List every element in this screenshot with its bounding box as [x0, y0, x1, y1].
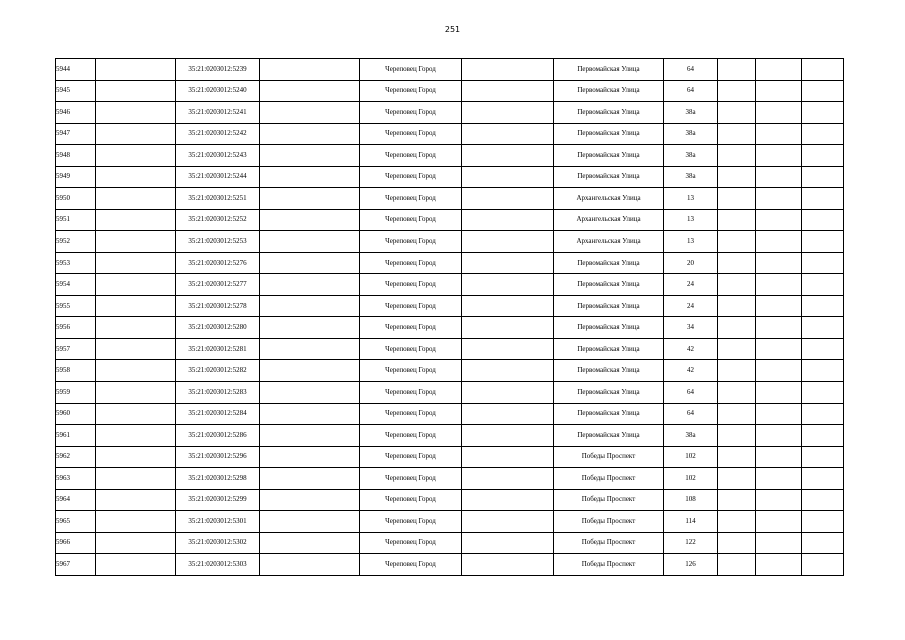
- empty-cell: [756, 59, 802, 81]
- house-number-cell: 102: [664, 468, 718, 490]
- row-number-cell: 5957: [56, 338, 96, 360]
- row-number-cell: 5958: [56, 360, 96, 382]
- empty-cell: [462, 446, 554, 468]
- empty-cell: [260, 338, 360, 360]
- empty-cell: [756, 295, 802, 317]
- empty-cell: [462, 425, 554, 447]
- city-cell: Череповец Город: [360, 166, 462, 188]
- empty-cell: [260, 80, 360, 102]
- empty-cell: [802, 425, 844, 447]
- empty-cell: [756, 274, 802, 296]
- city-cell: Череповец Город: [360, 425, 462, 447]
- empty-cell: [756, 80, 802, 102]
- empty-cell: [260, 188, 360, 210]
- empty-cell: [718, 338, 756, 360]
- table-row: [56, 252, 844, 274]
- city-cell: Череповец Город: [360, 123, 462, 145]
- empty-cell: [802, 231, 844, 253]
- row-number-cell: 5956: [56, 317, 96, 339]
- house-number-cell: 64: [664, 403, 718, 425]
- empty-cell: [756, 145, 802, 167]
- empty-cell: [96, 231, 176, 253]
- empty-cell: [718, 231, 756, 253]
- empty-cell: [96, 511, 176, 533]
- empty-cell: [96, 317, 176, 339]
- table-row: [56, 295, 844, 317]
- empty-cell: [260, 145, 360, 167]
- empty-cell: [718, 123, 756, 145]
- row-number-cell: 5944: [56, 59, 96, 81]
- row-number-cell: 5952: [56, 231, 96, 253]
- empty-cell: [96, 59, 176, 81]
- empty-cell: [260, 274, 360, 296]
- street-cell: Первомайская Улица: [554, 338, 664, 360]
- street-cell: Первомайская Улица: [554, 274, 664, 296]
- city-cell: Череповец Город: [360, 403, 462, 425]
- empty-cell: [462, 123, 554, 145]
- city-cell: Череповец Город: [360, 231, 462, 253]
- street-cell: Победы Проспект: [554, 489, 664, 511]
- empty-cell: [802, 188, 844, 210]
- row-number-cell: 5951: [56, 209, 96, 231]
- empty-cell: [756, 123, 802, 145]
- empty-cell: [718, 102, 756, 124]
- cadastral-number-cell: 35:21:0203012:5240: [176, 80, 260, 102]
- table-row: [56, 446, 844, 468]
- empty-cell: [462, 209, 554, 231]
- house-number-cell: 64: [664, 381, 718, 403]
- cadastral-number-cell: 35:21:0203012:5243: [176, 145, 260, 167]
- empty-cell: [718, 252, 756, 274]
- empty-cell: [718, 317, 756, 339]
- empty-cell: [462, 532, 554, 554]
- empty-cell: [718, 295, 756, 317]
- empty-cell: [462, 360, 554, 382]
- table-row: [56, 317, 844, 339]
- city-cell: Череповец Город: [360, 80, 462, 102]
- table-row: [56, 381, 844, 403]
- empty-cell: [462, 102, 554, 124]
- house-number-cell: 64: [664, 80, 718, 102]
- empty-cell: [718, 554, 756, 576]
- street-cell: Первомайская Улица: [554, 295, 664, 317]
- empty-cell: [718, 532, 756, 554]
- empty-cell: [96, 360, 176, 382]
- row-number-cell: 5965: [56, 511, 96, 533]
- empty-cell: [756, 209, 802, 231]
- empty-cell: [718, 274, 756, 296]
- table-row: [56, 209, 844, 231]
- cadastral-number-cell: 35:21:0203012:5299: [176, 489, 260, 511]
- house-number-cell: 13: [664, 231, 718, 253]
- empty-cell: [802, 446, 844, 468]
- cadastral-number-cell: 35:21:0203012:5251: [176, 188, 260, 210]
- table-row: [56, 274, 844, 296]
- empty-cell: [756, 446, 802, 468]
- cadastral-number-cell: 35:21:0203012:5278: [176, 295, 260, 317]
- empty-cell: [802, 166, 844, 188]
- cadastral-number-cell: 35:21:0203012:5303: [176, 554, 260, 576]
- street-cell: Победы Проспект: [554, 511, 664, 533]
- empty-cell: [462, 231, 554, 253]
- house-number-cell: 122: [664, 532, 718, 554]
- house-number-cell: 38а: [664, 145, 718, 167]
- empty-cell: [260, 532, 360, 554]
- empty-cell: [718, 403, 756, 425]
- cadastral-number-cell: 35:21:0203012:5244: [176, 166, 260, 188]
- empty-cell: [802, 360, 844, 382]
- table-row: [56, 59, 844, 81]
- empty-cell: [718, 166, 756, 188]
- row-number-cell: 5966: [56, 532, 96, 554]
- row-number-cell: 5950: [56, 188, 96, 210]
- empty-cell: [96, 381, 176, 403]
- empty-cell: [756, 102, 802, 124]
- empty-cell: [718, 511, 756, 533]
- empty-cell: [260, 468, 360, 490]
- empty-cell: [756, 468, 802, 490]
- cadastral-number-cell: 35:21:0203012:5301: [176, 511, 260, 533]
- city-cell: Череповец Город: [360, 338, 462, 360]
- empty-cell: [756, 360, 802, 382]
- cadastral-number-cell: 35:21:0203012:5284: [176, 403, 260, 425]
- house-number-cell: 20: [664, 252, 718, 274]
- row-number-cell: 5959: [56, 381, 96, 403]
- table-row: [56, 468, 844, 490]
- table-row: [56, 145, 844, 167]
- empty-cell: [802, 274, 844, 296]
- empty-cell: [718, 145, 756, 167]
- street-cell: Первомайская Улица: [554, 360, 664, 382]
- empty-cell: [260, 446, 360, 468]
- empty-cell: [260, 425, 360, 447]
- empty-cell: [756, 381, 802, 403]
- table-row: [56, 123, 844, 145]
- empty-cell: [756, 532, 802, 554]
- empty-cell: [718, 425, 756, 447]
- table-row: [56, 554, 844, 576]
- row-number-cell: 5964: [56, 489, 96, 511]
- cadastral-number-cell: 35:21:0203012:5277: [176, 274, 260, 296]
- empty-cell: [802, 403, 844, 425]
- empty-cell: [96, 446, 176, 468]
- empty-cell: [802, 317, 844, 339]
- row-number-cell: 5960: [56, 403, 96, 425]
- cadastral-number-cell: 35:21:0203012:5242: [176, 123, 260, 145]
- street-cell: Первомайская Улица: [554, 317, 664, 339]
- house-number-cell: 108: [664, 489, 718, 511]
- empty-cell: [802, 489, 844, 511]
- empty-cell: [802, 468, 844, 490]
- table-row: [56, 338, 844, 360]
- city-cell: Череповец Город: [360, 252, 462, 274]
- empty-cell: [462, 166, 554, 188]
- street-cell: Первомайская Улица: [554, 80, 664, 102]
- empty-cell: [718, 446, 756, 468]
- empty-cell: [96, 532, 176, 554]
- row-number-cell: 5948: [56, 145, 96, 167]
- empty-cell: [718, 468, 756, 490]
- row-number-cell: 5963: [56, 468, 96, 490]
- street-cell: Первомайская Улица: [554, 381, 664, 403]
- empty-cell: [260, 252, 360, 274]
- empty-cell: [462, 252, 554, 274]
- city-cell: Череповец Город: [360, 446, 462, 468]
- empty-cell: [96, 188, 176, 210]
- empty-cell: [96, 425, 176, 447]
- empty-cell: [462, 338, 554, 360]
- empty-cell: [802, 511, 844, 533]
- cadastral-number-cell: 35:21:0203012:5253: [176, 231, 260, 253]
- city-cell: Череповец Город: [360, 274, 462, 296]
- house-number-cell: 102: [664, 446, 718, 468]
- empty-cell: [756, 188, 802, 210]
- empty-cell: [96, 209, 176, 231]
- house-number-cell: 126: [664, 554, 718, 576]
- house-number-cell: 13: [664, 209, 718, 231]
- cadastral-number-cell: 35:21:0203012:5280: [176, 317, 260, 339]
- empty-cell: [718, 59, 756, 81]
- empty-cell: [462, 274, 554, 296]
- city-cell: Череповец Город: [360, 317, 462, 339]
- row-number-cell: 5962: [56, 446, 96, 468]
- empty-cell: [462, 381, 554, 403]
- house-number-cell: 38а: [664, 166, 718, 188]
- table-row: [56, 231, 844, 253]
- table-row: [56, 360, 844, 382]
- table-row: [56, 80, 844, 102]
- cadastral-number-cell: 35:21:0203012:5239: [176, 59, 260, 81]
- city-cell: Череповец Город: [360, 360, 462, 382]
- empty-cell: [462, 317, 554, 339]
- street-cell: Победы Проспект: [554, 468, 664, 490]
- cadastral-number-cell: 35:21:0203012:5283: [176, 381, 260, 403]
- cadastral-number-cell: 35:21:0203012:5302: [176, 532, 260, 554]
- empty-cell: [462, 188, 554, 210]
- empty-cell: [260, 209, 360, 231]
- empty-cell: [756, 511, 802, 533]
- city-cell: Череповец Город: [360, 102, 462, 124]
- house-number-cell: 42: [664, 360, 718, 382]
- empty-cell: [756, 403, 802, 425]
- cadastral-number-cell: 35:21:0203012:5276: [176, 252, 260, 274]
- empty-cell: [756, 317, 802, 339]
- cadastral-number-cell: 35:21:0203012:5282: [176, 360, 260, 382]
- row-number-cell: 5953: [56, 252, 96, 274]
- city-cell: Череповец Город: [360, 59, 462, 81]
- street-cell: Победы Проспект: [554, 532, 664, 554]
- empty-cell: [802, 338, 844, 360]
- row-number-cell: 5949: [56, 166, 96, 188]
- empty-cell: [462, 554, 554, 576]
- city-cell: Череповец Город: [360, 295, 462, 317]
- empty-cell: [802, 532, 844, 554]
- house-number-cell: 64: [664, 59, 718, 81]
- cadastral-number-cell: 35:21:0203012:5296: [176, 446, 260, 468]
- empty-cell: [802, 123, 844, 145]
- house-number-cell: 13: [664, 188, 718, 210]
- empty-cell: [462, 403, 554, 425]
- empty-cell: [756, 489, 802, 511]
- house-number-cell: 114: [664, 511, 718, 533]
- page-number: 251: [444, 25, 461, 34]
- empty-cell: [718, 381, 756, 403]
- empty-cell: [96, 295, 176, 317]
- empty-cell: [718, 209, 756, 231]
- empty-cell: [462, 295, 554, 317]
- empty-cell: [462, 145, 554, 167]
- empty-cell: [96, 123, 176, 145]
- empty-cell: [260, 123, 360, 145]
- empty-cell: [260, 381, 360, 403]
- empty-cell: [462, 511, 554, 533]
- table-row: [56, 511, 844, 533]
- row-number-cell: 5954: [56, 274, 96, 296]
- row-number-cell: 5947: [56, 123, 96, 145]
- empty-cell: [260, 295, 360, 317]
- city-cell: Череповец Город: [360, 188, 462, 210]
- house-number-cell: 38а: [664, 102, 718, 124]
- cadastral-number-cell: 35:21:0203012:5252: [176, 209, 260, 231]
- house-number-cell: 24: [664, 274, 718, 296]
- empty-cell: [802, 295, 844, 317]
- empty-cell: [802, 209, 844, 231]
- cadastral-number-cell: 35:21:0203012:5298: [176, 468, 260, 490]
- empty-cell: [96, 166, 176, 188]
- street-cell: Первомайская Улица: [554, 145, 664, 167]
- street-cell: Первомайская Улица: [554, 102, 664, 124]
- registry-table: [55, 58, 844, 576]
- empty-cell: [260, 59, 360, 81]
- cadastral-number-cell: 35:21:0203012:5281: [176, 338, 260, 360]
- row-number-cell: 5955: [56, 295, 96, 317]
- table-row: [56, 166, 844, 188]
- empty-cell: [802, 102, 844, 124]
- street-cell: Архангельская Улица: [554, 209, 664, 231]
- empty-cell: [96, 338, 176, 360]
- table-row: [56, 188, 844, 210]
- house-number-cell: 38а: [664, 425, 718, 447]
- house-number-cell: 24: [664, 295, 718, 317]
- empty-cell: [756, 425, 802, 447]
- empty-cell: [802, 59, 844, 81]
- empty-cell: [96, 102, 176, 124]
- empty-cell: [802, 381, 844, 403]
- empty-cell: [96, 489, 176, 511]
- street-cell: Первомайская Улица: [554, 403, 664, 425]
- table-row: [56, 403, 844, 425]
- city-cell: Череповец Город: [360, 489, 462, 511]
- empty-cell: [260, 102, 360, 124]
- cadastral-number-cell: 35:21:0203012:5286: [176, 425, 260, 447]
- empty-cell: [718, 360, 756, 382]
- row-number-cell: 5946: [56, 102, 96, 124]
- empty-cell: [802, 145, 844, 167]
- house-number-cell: 34: [664, 317, 718, 339]
- street-cell: Первомайская Улица: [554, 123, 664, 145]
- table-row: [56, 532, 844, 554]
- empty-cell: [260, 403, 360, 425]
- row-number-cell: 5967: [56, 554, 96, 576]
- row-number-cell: 5945: [56, 80, 96, 102]
- empty-cell: [756, 554, 802, 576]
- empty-cell: [462, 468, 554, 490]
- empty-cell: [260, 360, 360, 382]
- empty-cell: [462, 80, 554, 102]
- row-number-cell: 5961: [56, 425, 96, 447]
- house-number-cell: 38а: [664, 123, 718, 145]
- city-cell: Череповец Город: [360, 209, 462, 231]
- street-cell: Победы Проспект: [554, 446, 664, 468]
- street-cell: Первомайская Улица: [554, 425, 664, 447]
- empty-cell: [802, 554, 844, 576]
- empty-cell: [96, 403, 176, 425]
- empty-cell: [462, 59, 554, 81]
- table-row: [56, 425, 844, 447]
- city-cell: Череповец Город: [360, 532, 462, 554]
- street-cell: Первомайская Улица: [554, 252, 664, 274]
- city-cell: Череповец Город: [360, 381, 462, 403]
- empty-cell: [718, 80, 756, 102]
- empty-cell: [260, 489, 360, 511]
- table-row: [56, 489, 844, 511]
- city-cell: Череповец Город: [360, 468, 462, 490]
- empty-cell: [718, 489, 756, 511]
- empty-cell: [96, 145, 176, 167]
- city-cell: Череповец Город: [360, 145, 462, 167]
- empty-cell: [260, 554, 360, 576]
- empty-cell: [802, 80, 844, 102]
- table-body: [56, 59, 844, 576]
- empty-cell: [96, 468, 176, 490]
- street-cell: Первомайская Улица: [554, 166, 664, 188]
- empty-cell: [756, 252, 802, 274]
- empty-cell: [96, 252, 176, 274]
- empty-cell: [756, 231, 802, 253]
- empty-cell: [260, 511, 360, 533]
- empty-cell: [462, 489, 554, 511]
- empty-cell: [96, 274, 176, 296]
- cadastral-number-cell: 35:21:0203012:5241: [176, 102, 260, 124]
- street-cell: Архангельская Улица: [554, 231, 664, 253]
- street-cell: Первомайская Улица: [554, 59, 664, 81]
- empty-cell: [96, 80, 176, 102]
- street-cell: Архангельская Улица: [554, 188, 664, 210]
- empty-cell: [802, 252, 844, 274]
- empty-cell: [260, 231, 360, 253]
- street-cell: Победы Проспект: [554, 554, 664, 576]
- city-cell: Череповец Город: [360, 554, 462, 576]
- house-number-cell: 42: [664, 338, 718, 360]
- empty-cell: [96, 554, 176, 576]
- empty-cell: [260, 317, 360, 339]
- empty-cell: [756, 338, 802, 360]
- table-row: [56, 102, 844, 124]
- empty-cell: [756, 166, 802, 188]
- empty-cell: [718, 188, 756, 210]
- empty-cell: [260, 166, 360, 188]
- city-cell: Череповец Город: [360, 511, 462, 533]
